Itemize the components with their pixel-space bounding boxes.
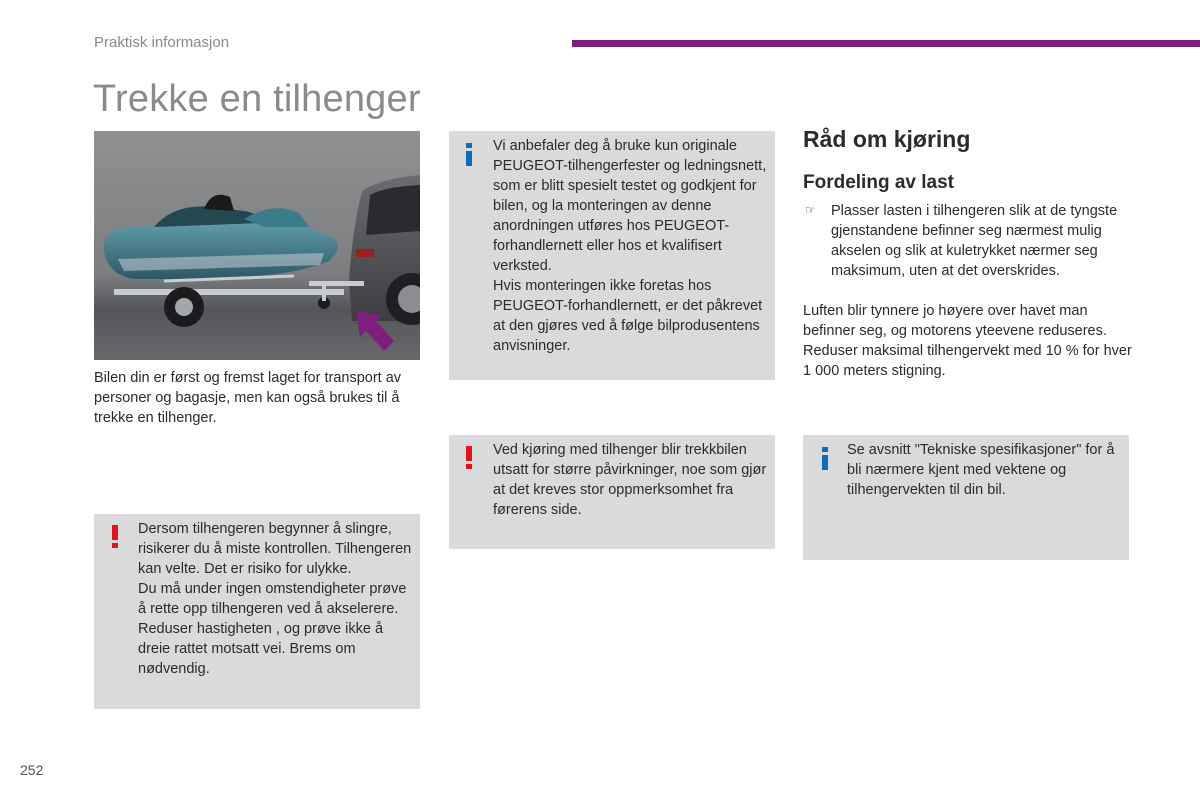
info-note-box — [449, 131, 775, 380]
warning-icon — [112, 525, 118, 548]
spec-info-box — [803, 435, 1129, 560]
info-note-text: Vi anbefaler deg å bruke kun originale PEUGEOT-tilhengerfester og ledningsnett, som er blitt spesielt testet og godkjent for bilen, og la monteringen av denne anordningen utføres hos PEUGEOT-forhandlernett eller hos et kvalifisert verksted. Hvis monteringen ikke foretas hos PEUGEOT-forhandlernett, er det påkrevet at den gjøres ved å følge bilprodusentens anvisninger. — [493, 138, 767, 354]
warning-icon — [466, 446, 472, 469]
page-number: 252 — [20, 762, 44, 778]
sway-warning-text: Dersom tilhengeren begynner å slingre, risikerer du å miste kontrollen. Tilhengeren kan velte. Det er risiko for ulykke. Du må under ingen omstendigheter prøve å rette opp tilhengeren ved å akselerere. Reduser hastigheten , og prøve ikke å dreie rattet motsatt vei. Brems om nødvendig. — [138, 521, 412, 677]
warning-note-box — [449, 435, 775, 549]
section-header: Praktisk informasjon — [94, 34, 230, 51]
load-distribution-heading: Fordeling av last — [803, 172, 954, 193]
towing-illustration — [94, 131, 420, 360]
info-icon — [466, 143, 472, 166]
sway-warning-box — [94, 514, 420, 709]
header-accent-bar — [572, 40, 1200, 47]
info-icon — [822, 447, 828, 470]
load-distribution-bullet: Plasser lasten i tilhengeren slik at de tyngste gjenstandene befinner seg nærmest mulig akselen og slik at kuletrykket nærmer seg maksimum, uten at det overskrides. — [831, 203, 1118, 279]
intro-caption: Bilen din er først og fremst laget for transport av personer og bagasje, men kan også brukes til å trekke en tilhenger. — [94, 370, 402, 426]
altitude-paragraph: Luften blir tynnere jo høyere over havet man befinner seg, og motorens yteevene reduseres. Reduser maksimal tilhengervekt med 10 % for hver 1 000 meters stigning. — [803, 303, 1132, 379]
spec-info-text: Se avsnitt "Tekniske spesifikasjoner" for å bli nærmere kjent med vektene og tilhengervekten til din bil. — [847, 442, 1115, 498]
warning-note-text: Ved kjøring med tilhenger blir trekkbilen utsatt for større påvirkninger, noe som gjør at det kreves stor oppmerksomhet fra førerens side. — [493, 442, 767, 518]
page-title: Trekke en tilhenger — [93, 78, 421, 120]
pointing-hand-icon: ☞ — [805, 203, 816, 217]
driving-advice-heading: Råd om kjøring — [803, 126, 971, 152]
